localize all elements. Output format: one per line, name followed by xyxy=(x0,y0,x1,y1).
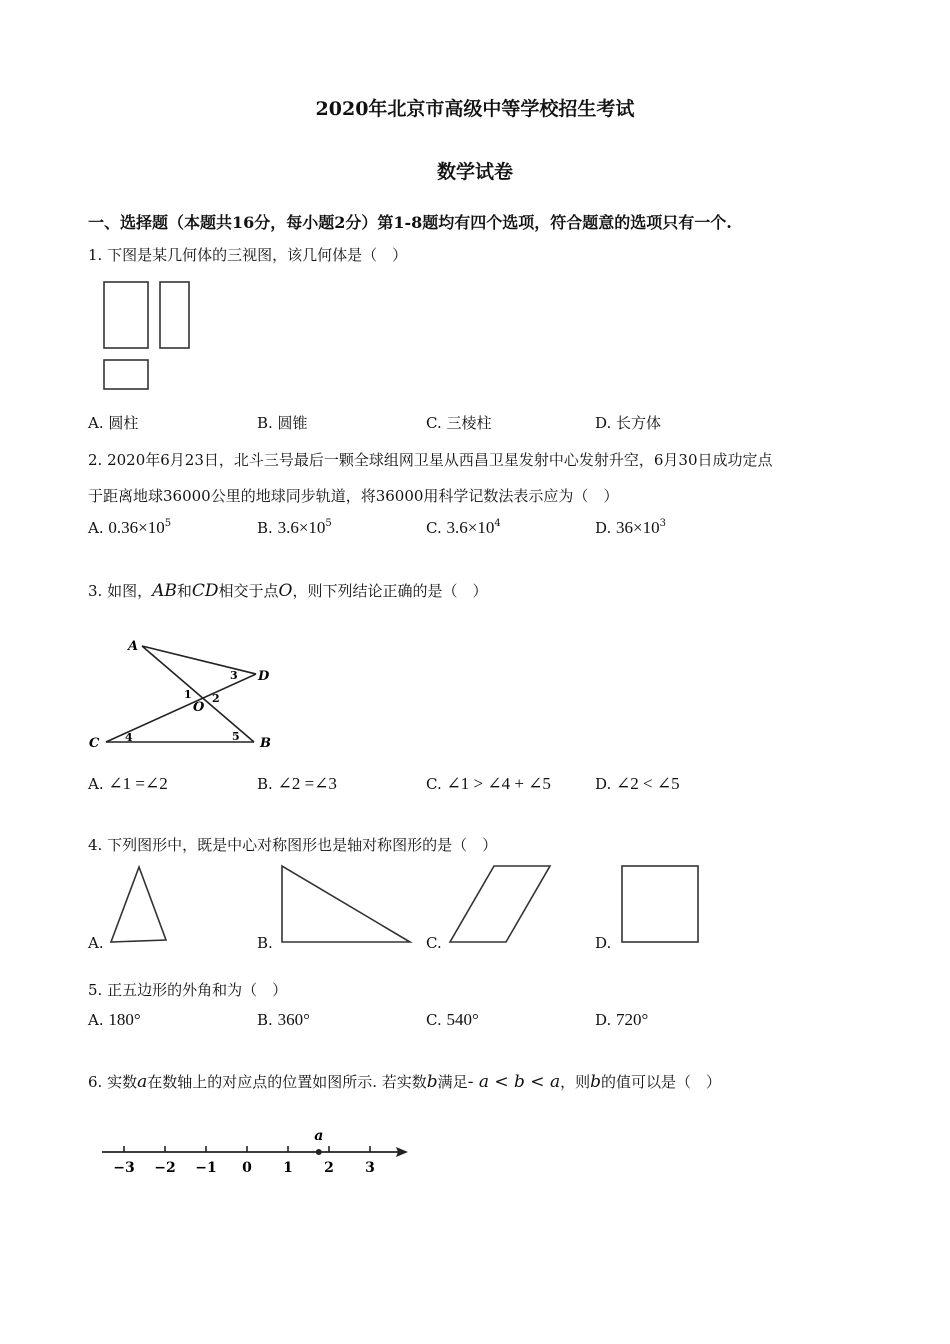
q2-option-d[interactable]: D. $36\times 10^3$ xyxy=(595,518,667,537)
q4-option-b[interactable]: B. xyxy=(257,934,273,952)
q4-option-d[interactable]: D. xyxy=(595,934,612,952)
q1-option-a[interactable]: A. 圆柱 xyxy=(88,414,139,432)
q2-option-b[interactable]: B. $3.6\times 10^5$ xyxy=(257,518,332,537)
q5-option-d[interactable]: D. 720° xyxy=(595,1010,649,1029)
q5-option-c[interactable]: C. 540° xyxy=(426,1010,479,1029)
axis-tick-label: −1 xyxy=(195,1160,217,1176)
q4-option-c[interactable]: C. xyxy=(426,934,442,952)
fig-label-b: B xyxy=(260,736,271,751)
q1-option-d[interactable]: D. 长方体 xyxy=(595,414,662,432)
section-heading: 一、选择题（本题共16分，每小题2分）第1-8题均有四个选项，符合题意的选项只有一个. xyxy=(88,213,732,232)
q3-option-d[interactable]: D. ∠2 < ∠5 xyxy=(595,774,680,793)
q5-option-a[interactable]: A. 180° xyxy=(88,1010,141,1029)
fig-label-d: D xyxy=(258,669,270,684)
axis-tick-label: 3 xyxy=(365,1160,375,1176)
fig-angle-4: 4 xyxy=(125,731,133,744)
axis-tick-label: 2 xyxy=(324,1160,334,1176)
q4-triangle-icon[interactable] xyxy=(108,862,172,946)
fig-label-a: A xyxy=(128,639,139,654)
side-view xyxy=(160,282,189,348)
q3-option-c[interactable]: C. ∠1 > ∠4 + ∠5 xyxy=(426,774,551,793)
q4-stem: 4. 下列图形中，既是中心对称图形也是轴对称图形的是（ ） xyxy=(88,836,498,854)
axis-tick-label: 0 xyxy=(242,1160,252,1176)
exam-subtitle: 数学试卷 xyxy=(436,161,513,183)
q6-number-line xyxy=(98,1120,418,1180)
q3-intersecting-lines-figure xyxy=(84,632,284,757)
fig-label-o: O xyxy=(193,700,205,715)
q1-stem: 1. 下图是某几何体的三视图，该几何体是（ ） xyxy=(88,246,408,264)
fig-angle-1: 1 xyxy=(184,688,192,701)
fig-angle-5: 5 xyxy=(232,730,240,743)
exam-title: 2020年北京市高级中等学校招生考试 xyxy=(315,98,635,120)
q1-option-b[interactable]: B. 圆锥 xyxy=(257,414,308,432)
q4-parallelogram-icon[interactable] xyxy=(446,862,554,946)
point-a xyxy=(316,1149,322,1155)
q3-stem: 3. 如图，AB和CD相交于点O，则下列结论正确的是（ ） xyxy=(88,581,488,601)
q4-right-triangle-icon[interactable] xyxy=(278,862,414,946)
q4-option-a[interactable]: A. xyxy=(88,934,104,952)
q2-stem-line1: 2. 2020年6月23日，北斗三号最后一颗全球组网卫星从西昌卫星发射中心发射升空，6月30日成功定点 xyxy=(88,451,773,469)
point-a-label: a xyxy=(314,1128,324,1144)
q3-option-b[interactable]: B. ∠2 =∠3 xyxy=(257,774,337,793)
fig-angle-2: 2 xyxy=(212,692,220,705)
q6-stem: 6. 实数a在数轴上的对应点的位置如图所示. 若实数b满足- a < b < a，则b的值可以是（ ） xyxy=(88,1072,722,1092)
q2-option-a[interactable]: A. $0.36\times 10^5$ xyxy=(88,518,172,537)
front-view xyxy=(104,282,148,348)
top-view xyxy=(104,360,148,389)
q5-stem: 5. 正五边形的外角和为（ ） xyxy=(88,981,288,999)
axis-tick-label: −2 xyxy=(154,1160,176,1176)
q1-three-views-figure xyxy=(100,278,200,394)
q2-option-c[interactable]: C. $3.6\times 10^4$ xyxy=(426,518,501,537)
axis-tick-label: −3 xyxy=(113,1160,135,1176)
axis-tick-label: 1 xyxy=(283,1160,293,1176)
q1-option-c[interactable]: C. 三棱柱 xyxy=(426,414,492,432)
q3-option-a[interactable]: A. ∠1 =∠2 xyxy=(88,774,168,793)
q4-square-icon[interactable] xyxy=(618,862,702,946)
fig-label-c: C xyxy=(89,736,100,751)
q5-option-b[interactable]: B. 360° xyxy=(257,1010,310,1029)
q2-stem-line2: 于距离地球36000公里的地球同步轨道，将36000用科学记数法表示应为（ ） xyxy=(88,487,619,505)
fig-angle-3: 3 xyxy=(230,669,238,682)
